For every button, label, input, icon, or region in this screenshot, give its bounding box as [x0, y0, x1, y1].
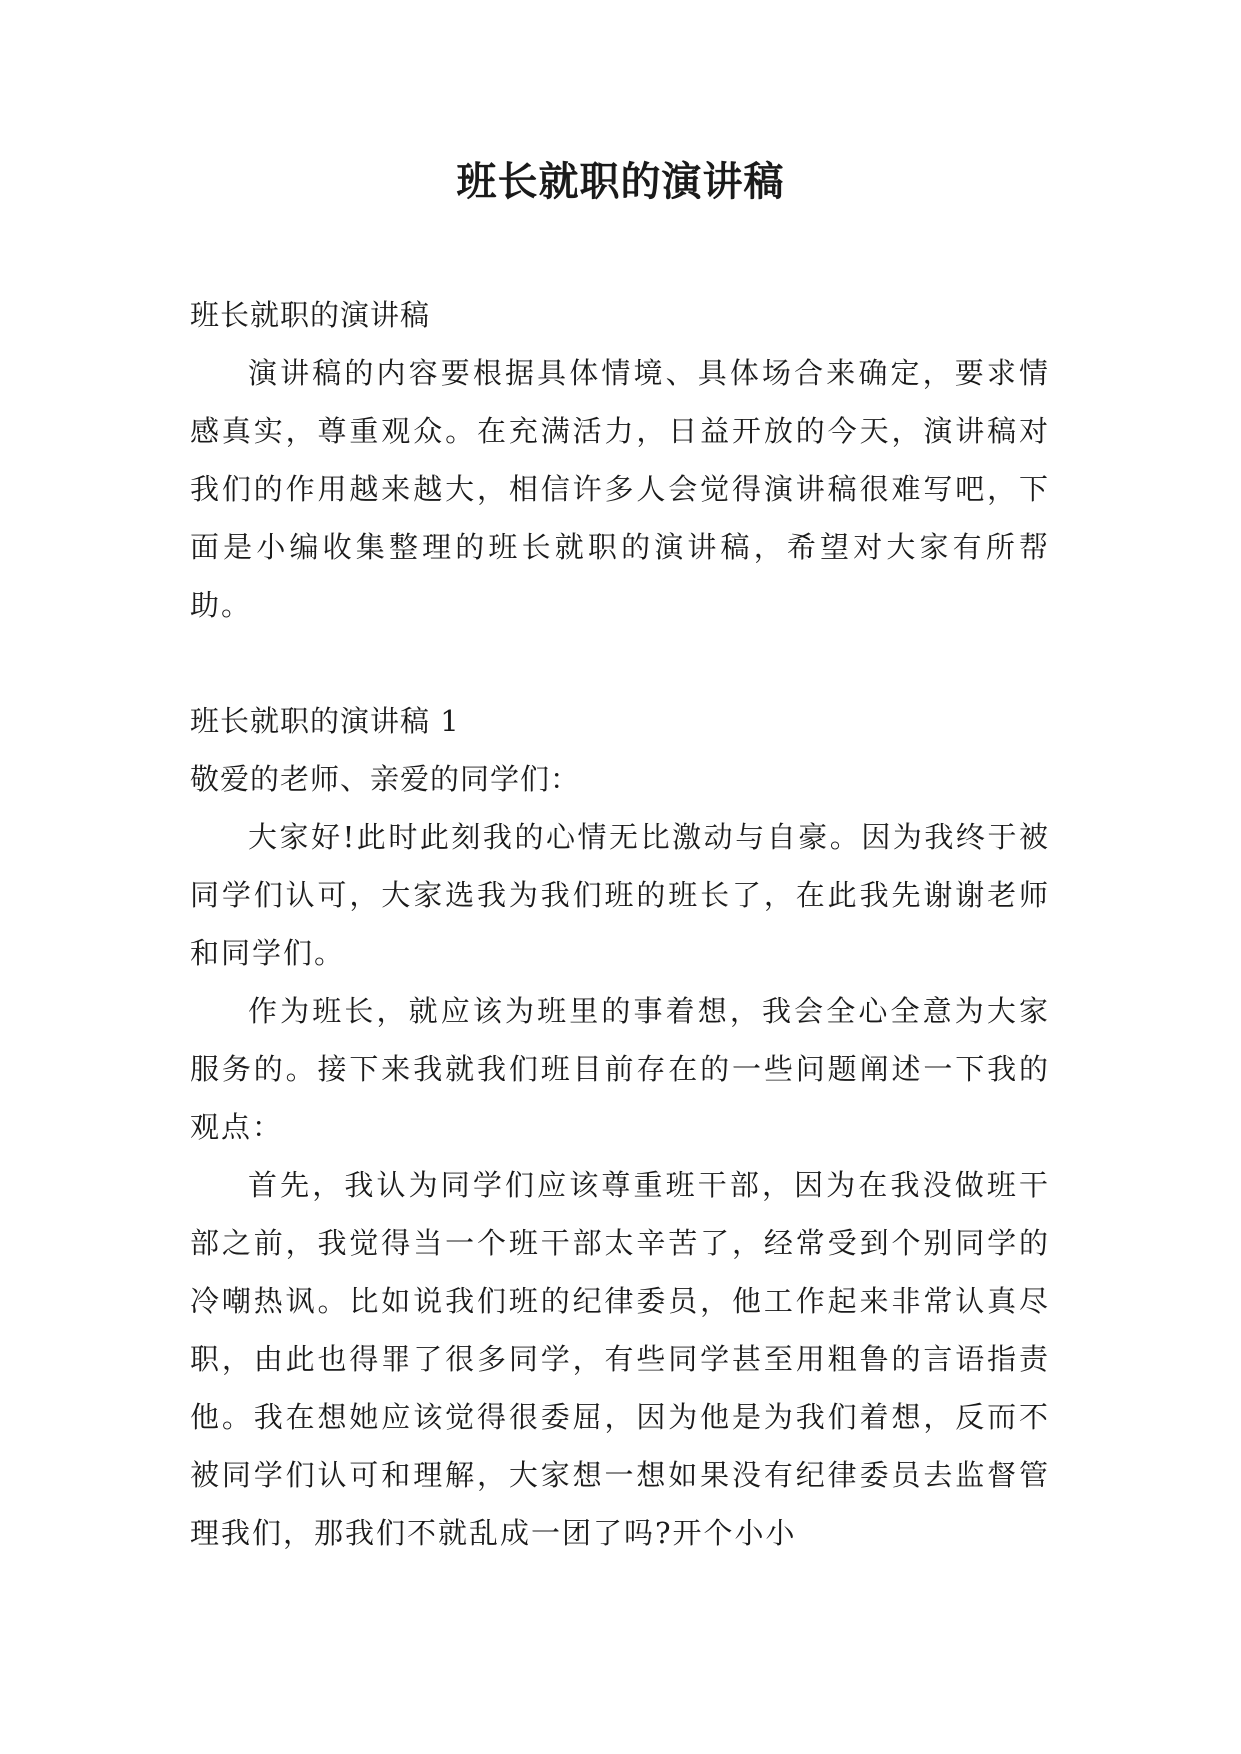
section-title: 班长就职的演讲稿 1: [190, 704, 460, 738]
speech-paragraph-2: 作为班长，就应该为班里的事着想，我会全心全意为大家服务的。接下来我就我们班目前存在的一些问题阐述一下我的观点：: [190, 994, 1050, 1144]
speech-paragraph-3: 首先，我认为同学们应该尊重班干部，因为在我没做班干部之前，我觉得当一个班干部太辛苦了，经常受到个别同学的冷嘲热讽。比如说我们班的纪律委员，他工作起来非常认真尽职，由此也得罪了很多同学，有些同学甚至用粗鲁的言语指责他。我在想她应该觉得很委屈，因为他是为我们着想，反而不被同学们认可和理解，大家想一想如果没有纪律委员去监督管理我们，那我们不就乱成一团了吗?开个小小: [190, 1168, 1050, 1550]
intro-paragraph: 演讲稿的内容要根据具体情境、具体场合来确定，要求情感真实，尊重观众。在充满活力，日益开放的今天，演讲稿对我们的作用越来越大，相信许多人会觉得演讲稿很难写吧，下面是小编收集整理的班长就职的演讲稿，希望对大家有所帮助。: [190, 356, 1050, 622]
document-subtitle: 班长就职的演讲稿: [190, 298, 431, 332]
document-title: 班长就职的演讲稿: [456, 158, 785, 205]
document-body: [190, 286, 1050, 1562]
speech-paragraph-1: 大家好!此时此刻我的心情无比激动与自豪。因为我终于被同学们认可，大家选我为我们班的班长了，在此我先谢谢老师和同学们。: [190, 820, 1050, 970]
paragraph-gap: [190, 634, 1050, 692]
greeting-line: 敬爱的老师、亲爱的同学们：: [190, 762, 581, 796]
